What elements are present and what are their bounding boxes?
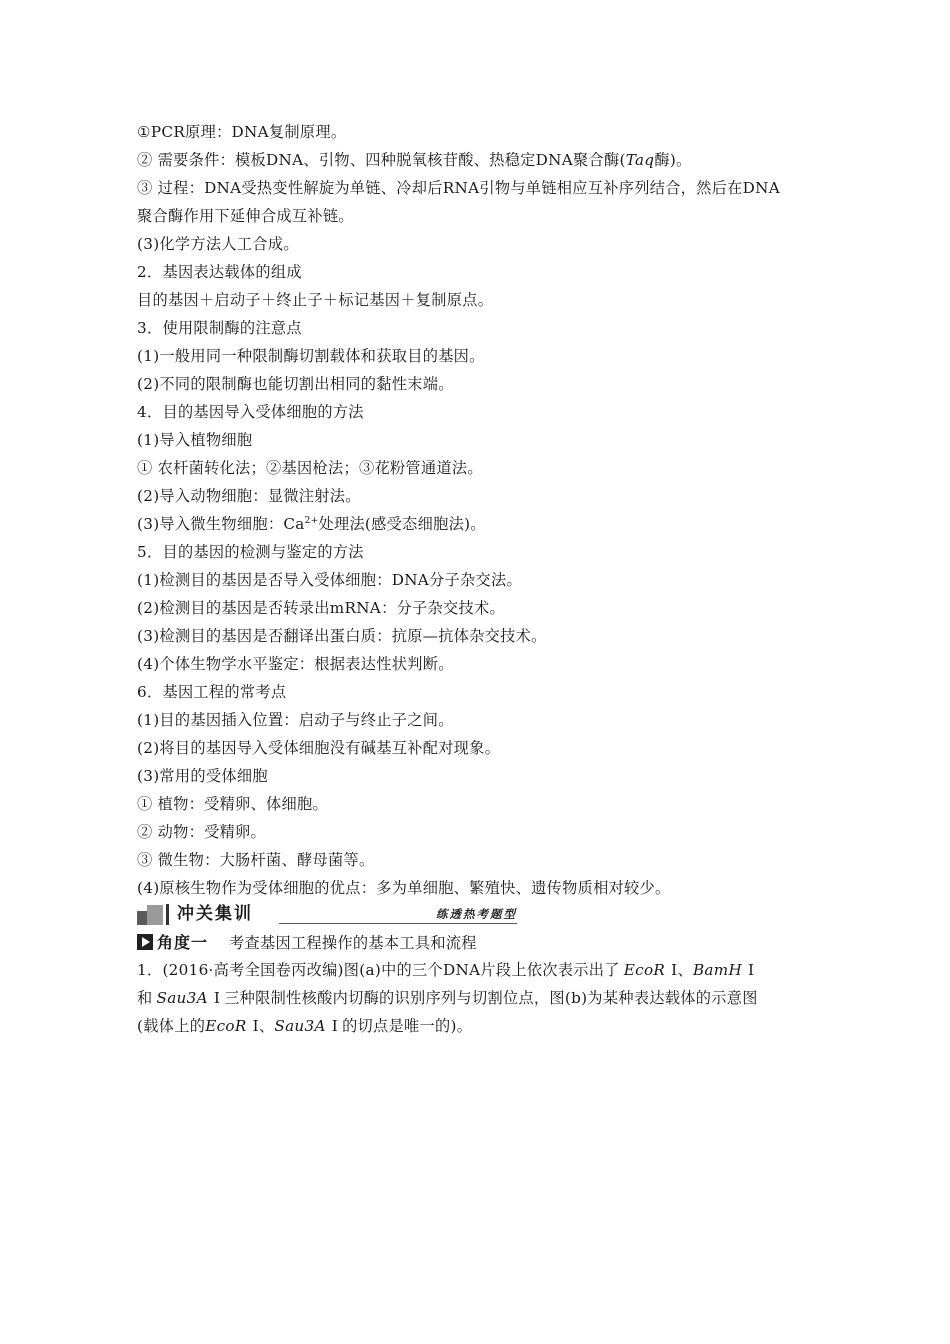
section-heading: 5．目的基因的检测与鉴定的方法 [137,543,364,561]
text-span: 、 [258,1017,275,1035]
angle-text: 考查基因工程操作的基本工具和流程 [229,934,477,952]
text-line: (1)一般用同一种限制酶切割载体和获取目的基因。 [137,347,485,365]
text-span: 1．(2016·高考全国卷丙改编)图(a)中的三个DNA片段上依次表示出了 [137,961,620,979]
question-line [137,1016,472,1036]
text-line: (1)检测目的基因是否导入受体细胞：DNA分子杂交法。 [137,571,522,589]
text-line: ② 动物：受精卵。 [137,823,267,841]
text-line: (3)化学方法人工合成。 [137,235,299,253]
section-heading: 2．基因表达载体的组成 [137,263,302,281]
play-triangle-icon [137,934,153,950]
text-line: (3)检测目的基因是否翻译出蛋白质：抗原—抗体杂交技术。 [137,627,547,645]
text-line: (1)导入植物细胞 [137,431,253,449]
section-heading: 3．使用限制酶的注意点 [137,319,302,337]
banner-divider [166,904,169,925]
angle-label: 角度一 [157,933,209,952]
text-line: 目的基因＋启动子＋终止子＋标记基因＋复制原点。 [137,291,494,309]
text-span: 和 [137,989,153,1007]
text-line: ① 植物：受精卵、体细胞。 [137,795,328,813]
enzyme-bamh: BamH [692,961,742,979]
enzyme-sau3a: Sau3A [156,989,208,1007]
banner-subtitle: 练透热考题型 [436,907,517,921]
text-line: (4)原核生物作为受体细胞的优点：多为单细胞、繁殖快、遗传物质相对较少。 [137,879,671,897]
text-line: (2)导入动物细胞：显微注射法。 [137,487,361,505]
roman-numeral: Ⅰ [671,961,678,979]
question-line [137,988,758,1008]
text-span: (载体上的 [137,1017,206,1035]
text-line: ① 农杆菌转化法；②基因枪法；③花粉管通道法。 [137,459,483,477]
text-line: ③ 过程：DNA受热变性解旋为单链、冷却后RNA引物与单链相应互补序列结合，然后在DNA [137,179,780,197]
text-line: (2)将目的基因导入受体细胞没有碱基互补配对现象。 [137,739,501,757]
practice-banner [137,903,517,927]
roman-numeral: Ⅰ [748,961,755,979]
text-span: 的切点是唯一的)。 [342,1017,473,1035]
question-line [137,960,754,980]
roman-numeral: Ⅰ [213,989,221,1007]
text-line: ①PCR原理：DNA复制原理。 [137,123,347,141]
text-line: (2)不同的限制酶也能切割出相同的黏性末端。 [137,375,454,393]
text-line [137,514,486,534]
text-line: (3)常用的受体细胞 [137,767,268,785]
text-line: ③ 微生物：大肠杆菌、酵母菌等。 [137,851,375,869]
superscript: 2+ [304,516,319,526]
enzyme-sau3a: Sau3A [274,1017,326,1035]
text-line: (1)目的基因插入位置：启动子与终止子之间。 [137,711,454,729]
banner-title: 冲关集训 [177,904,253,924]
banner-rule [279,923,517,924]
enzyme-ecor: EcoR [205,1017,247,1035]
text-span: 处理法(感受态细胞法)。 [318,515,486,533]
text-line [137,150,692,170]
banner-blocks-icon [137,905,167,925]
text-span: ② 需要条件：模板DNA、引物、四种脱氧核苷酸、热稳定DNA聚合酶( [137,151,626,169]
text-line: (4)个体生物学水平鉴定：根据表达性状判断。 [137,655,454,673]
roman-numeral: Ⅰ [252,1017,259,1035]
text-span: 三种限制性核酸内切酶的识别序列与切割位点，图(b)为某种表达载体的示意图 [224,989,758,1007]
text-line: 聚合酶作用下延伸合成互补链。 [137,207,354,225]
text-span: 酶)。 [654,151,692,169]
text-span: (3)导入微生物细胞：Ca [137,515,305,533]
roman-numeral: Ⅰ [331,1017,339,1035]
text-line: (2)检测目的基因是否转录出mRNA：分子杂交技术。 [137,599,505,617]
taq-italic: Taq [625,151,655,169]
enzyme-ecor: EcoR [623,961,666,979]
section-heading: 6．基因工程的常考点 [137,683,287,701]
section-heading: 4．目的基因导入受体细胞的方法 [137,403,364,421]
text-span: 、 [677,961,693,979]
